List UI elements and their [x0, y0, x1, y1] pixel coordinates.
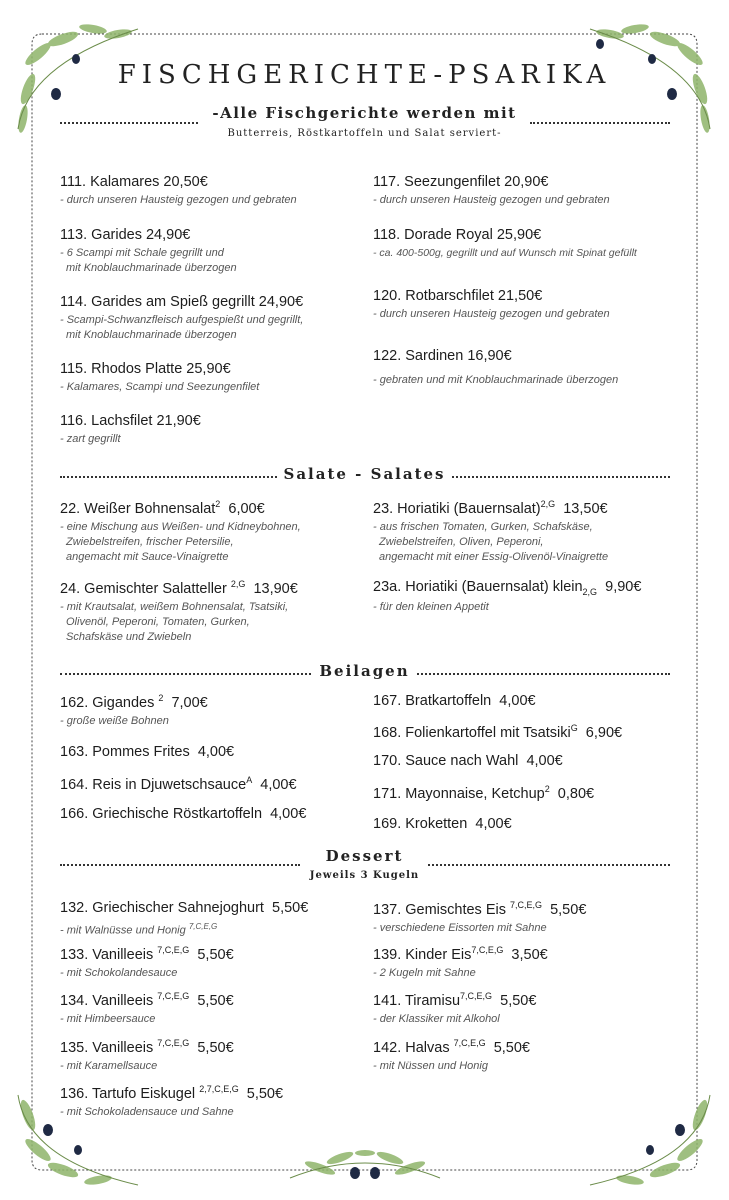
item-name: 113. Garides 24,90€ — [60, 227, 191, 243]
item-name: 111. Kalamares 20,50€ — [60, 174, 208, 190]
menu-item — [373, 174, 610, 208]
item-name: 122. Sardinen 16,90€ — [373, 348, 512, 364]
dessert-note: Jeweils 3 Kugeln — [309, 870, 420, 881]
item-name: 166. Griechische Röstkartoffeln 4,00€ — [60, 806, 307, 822]
item-description: - mit Walnüsse und Honig $^{7,C,E,G}$ — [60, 922, 218, 937]
item-description: - verschiedene Eissorten mit Sahne — [373, 921, 547, 934]
item-name: 135. Vanilleeis $^{7,C,E,G}$ 5,50€ — [60, 1038, 234, 1056]
item-description: - 2 Kugeln mit Sahne — [373, 966, 476, 979]
item-description: - große weiße Bohnen — [60, 714, 169, 727]
item-description: - eine Mischung aus Weißen- und Kidneybohnen, Zwiebelstreifen, frischer Petersilie, angemacht mit Sauce-Vinaigrette — [60, 520, 301, 563]
menu-item — [60, 579, 298, 645]
divider — [530, 122, 670, 124]
item-description: - aus frischen Tomaten, Gurken, Schafskäse, Zwiebelstreifen, Oliven, Peperoni, angemacht mit einer Essig-Olivenöl-Vinaigrette — [373, 520, 609, 563]
section-heading-salate: Salate - Salates — [0, 465, 729, 483]
item-name: 136. Tartufo Eiskugel $^{2,7,C,E,G}$ 5,50€ — [60, 1084, 284, 1102]
menu-item — [60, 806, 306, 822]
subtitle-line-2: Butterreis, Röstkartoffeln und Salat serviert- — [227, 128, 502, 139]
item-name: 142. Halvas $^{7,C,E,G}$ 5,50€ — [373, 1038, 530, 1056]
menu-item — [60, 294, 303, 343]
section-heading-dessert: Dessert — [0, 847, 729, 865]
menu-item — [60, 945, 234, 981]
item-name: 115. Rhodos Platte 25,90€ — [60, 361, 231, 377]
menu-item — [373, 1038, 530, 1074]
item-description: - durch unseren Hausteig gezogen und gebraten — [373, 308, 610, 320]
item-description: - mit Schokoladensauce und Sahne — [60, 1105, 234, 1118]
item-name: 132. Griechischer Sahnejoghurt 5,50€ — [60, 900, 309, 916]
menu-item — [373, 816, 512, 832]
item-name: 167. Bratkartoffeln 4,00€ — [373, 693, 536, 709]
item-description: - ca. 400-500g, gegrillt und auf Wunsch mit Spinat gefüllt — [373, 247, 637, 259]
item-description: - für den kleinen Appetit — [373, 600, 489, 613]
item-name: 120. Rotbarschfilet 21,50€ — [373, 288, 543, 304]
menu-item — [60, 174, 297, 208]
item-description: - mit Krautsalat, weißem Bohnensalat, Tsatsiki, Olivenöl, Peperoni, Tomaten, Gurken, Schafskäse und Zwiebeln — [60, 600, 289, 643]
item-name: 141. Tiramisu$^{7,C,E,G}$ 5,50€ — [373, 991, 537, 1009]
item-name: 22. Weißer Bohnensalat$^2$ 6,00€ — [60, 499, 265, 517]
item-name: 117. Seezungenfilet 20,90€ — [373, 174, 549, 190]
menu-item — [373, 579, 641, 615]
menu-item — [373, 991, 536, 1027]
item-description: - mit Himbeersauce — [60, 1012, 156, 1025]
menu-item — [373, 753, 563, 769]
item-name: 169. Kroketten 4,00€ — [373, 816, 512, 832]
menu-item — [60, 499, 301, 565]
item-name: 23. Horiatiki (Bauernsalat)$^{2,G}$ 13,50€ — [373, 499, 608, 517]
menu-item — [60, 775, 297, 793]
menu-item — [60, 227, 237, 276]
item-name: 171. Mayonnaise, Ketchup$^2$ 0,80€ — [373, 784, 595, 802]
item-description: - mit Nüssen und Honig — [373, 1059, 488, 1072]
item-name: 116. Lachsfilet 21,90€ — [60, 413, 201, 429]
divider — [60, 122, 198, 124]
item-description: - mit Schokolandesauce — [60, 966, 178, 979]
item-description: - durch unseren Hausteig gezogen und gebraten — [373, 194, 610, 206]
menu-item — [60, 693, 208, 729]
menu-item — [373, 900, 586, 936]
menu-item — [373, 945, 548, 981]
menu-item — [60, 900, 308, 939]
olive-branch-bottom-right-icon — [580, 1090, 720, 1195]
item-name: 133. Vanilleeis $^{7,C,E,G}$ 5,50€ — [60, 945, 234, 963]
olive-branch-bottom-center-icon — [280, 1138, 450, 1196]
item-name: 164. Reis in Djuwetschsauce$^A$ 4,00€ — [60, 775, 297, 793]
menu-item — [60, 361, 259, 395]
section-heading-beilagen: Beilagen — [0, 662, 729, 680]
menu-item — [373, 499, 608, 565]
menu-item — [373, 723, 622, 741]
menu-item — [60, 991, 234, 1027]
menu-item — [60, 413, 201, 447]
item-description: - gebraten und mit Knoblauchmarinade überzogen — [373, 374, 619, 386]
menu-item — [60, 1084, 283, 1120]
item-name: 137. Gemischtes Eis $^{7,C,E,G}$ 5,50€ — [373, 900, 587, 918]
item-name: 134. Vanilleeis $^{7,C,E,G}$ 5,50€ — [60, 991, 234, 1009]
item-name: 118. Dorade Royal 25,90€ — [373, 227, 542, 243]
item-name: 24. Gemischter Salatteller $^{2,G}$ 13,90€ — [60, 579, 298, 597]
menu-item — [373, 288, 610, 322]
menu-item — [60, 1038, 234, 1074]
item-name: 162. Gigandes $^2$ 7,00€ — [60, 693, 208, 711]
page-title: FISCHGERICHTE-PSARIKA — [117, 60, 612, 90]
item-description: - durch unseren Hausteig gezogen und gebraten — [60, 194, 297, 206]
item-description: - zart gegrillt — [60, 433, 121, 445]
menu-item — [373, 784, 594, 802]
item-description: - 6 Scampi mit Schale gegrillt und mit Knoblauchmarinade überzogen — [60, 247, 237, 274]
menu-item — [373, 693, 536, 709]
menu-item — [60, 744, 234, 760]
item-name: 139. Kinder Eis$^{7,C,E,G}$ 3,50€ — [373, 945, 548, 963]
item-name: 163. Pommes Frites 4,00€ — [60, 744, 235, 760]
item-description: - Scampi-Schwanzfleisch aufgespießt und gegrillt, mit Knoblauchmarinade überzogen — [60, 314, 304, 341]
menu-item — [373, 227, 637, 261]
item-name: 114. Garides am Spieß gegrillt 24,90€ — [60, 294, 304, 310]
item-description: - der Klassiker mit Alkohol — [373, 1012, 500, 1025]
item-name: 170. Sauce nach Wahl 4,00€ — [373, 753, 563, 769]
subtitle-line-1: -Alle Fischgerichte werden mit — [212, 104, 517, 122]
menu-item — [373, 348, 618, 388]
item-description: - Kalamares, Scampi und Seezungenfilet — [60, 381, 260, 393]
item-name: 23a. Horiatiki (Bauernsalat) klein$_{2,G}$ 9,90€ — [373, 579, 642, 597]
item-name: 168. Folienkartoffel mit Tsatsiki$^G$ 6,90€ — [373, 723, 623, 741]
item-description: - mit Karamellsauce — [60, 1059, 158, 1072]
